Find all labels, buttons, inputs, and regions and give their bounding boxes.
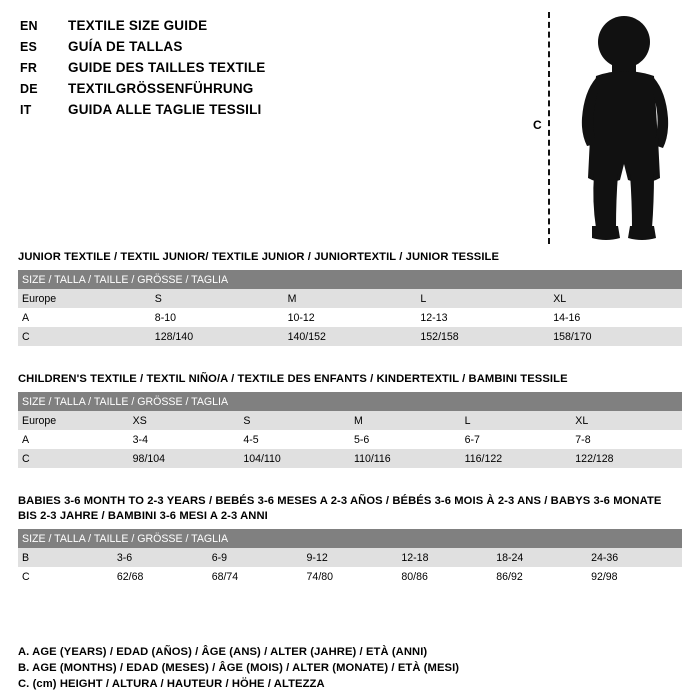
- table-header-row: [18, 529, 682, 548]
- table-row: [18, 567, 682, 586]
- cell: 3-4: [129, 430, 240, 449]
- table-header-row: [18, 270, 682, 289]
- cell: M: [284, 289, 417, 308]
- language-code: ES: [20, 40, 38, 54]
- row-label: B: [18, 548, 113, 567]
- table-row: [18, 411, 682, 430]
- cell: XL: [571, 411, 682, 430]
- cell: 62/68: [113, 567, 208, 586]
- language-row: [20, 102, 500, 123]
- section-children: [18, 372, 682, 468]
- section-title: BABIES 3-6 MONTH TO 2-3 YEARS / BEBÉS 3-6 MESES A 2-3 AÑOS / BÉBÉS 3-6 MOIS À 2-3 ANS / BABYS 3-6 MONATE BIS 2-3 JAHRE / BAMBINI 3-6 MESI A 2-3 ANNI: [18, 495, 662, 522]
- section-babies: [18, 494, 682, 586]
- language-code: EN: [20, 19, 38, 33]
- cell: 140/152: [284, 327, 417, 346]
- row-label: Europe: [18, 411, 129, 430]
- language-title: GUIDE DES TAILLES TEXTILE: [68, 60, 266, 75]
- cell: 116/122: [461, 449, 572, 468]
- row-label: A: [18, 308, 151, 327]
- cell: 6-9: [208, 548, 303, 567]
- table-row: [18, 327, 682, 346]
- cell: 110/116: [350, 449, 461, 468]
- cell: 68/74: [208, 567, 303, 586]
- language-row: [20, 81, 500, 102]
- cell: 12-18: [397, 548, 492, 567]
- language-row: [20, 39, 500, 60]
- cell: 74/80: [303, 567, 398, 586]
- cell: S: [239, 411, 350, 430]
- cell: 8-10: [151, 308, 284, 327]
- cell: L: [461, 411, 572, 430]
- junior-size-table: [18, 270, 682, 346]
- measure-label: C: [533, 118, 542, 132]
- cell: 104/110: [239, 449, 350, 468]
- section-title: CHILDREN'S TEXTILE / TEXTIL NIÑO/A / TEXTILE DES ENFANTS / KINDERTEXTIL / BAMBINI TESSILE: [18, 373, 568, 385]
- cell: 10-12: [284, 308, 417, 327]
- cell: 152/158: [416, 327, 549, 346]
- row-label: C: [18, 327, 151, 346]
- cell: 80/86: [397, 567, 492, 586]
- cell: XS: [129, 411, 240, 430]
- measurement-figure: [510, 8, 685, 248]
- table-header-label: SIZE / TALLA / TAILLE / GRÖSSE / TAGLIA: [18, 529, 682, 548]
- row-label: C: [18, 449, 129, 468]
- language-code: DE: [20, 82, 38, 96]
- cell: 158/170: [549, 327, 682, 346]
- language-title: TEXTILGRÖSSENFÜHRUNG: [68, 81, 254, 96]
- language-header: [20, 18, 500, 123]
- language-title: TEXTILE SIZE GUIDE: [68, 18, 208, 33]
- language-code: IT: [20, 103, 32, 117]
- table-row: [18, 449, 682, 468]
- legend-item-age-months: B. AGE (MONTHS) / EDAD (MESES) / ÂGE (MOIS) / ALTER (MONATE) / ETÀ (MESI): [18, 662, 460, 674]
- cell: S: [151, 289, 284, 308]
- children-size-table: [18, 392, 682, 468]
- language-title: GUÍA DE TALLAS: [68, 39, 183, 54]
- legend-item-age-years: A. AGE (YEARS) / EDAD (AÑOS) / ÂGE (ANS) / ALTER (JAHRE) / ETÀ (ANNI): [18, 646, 428, 658]
- cell: 122/128: [571, 449, 682, 468]
- cell: 128/140: [151, 327, 284, 346]
- language-row: [20, 18, 500, 39]
- table-header-label: SIZE / TALLA / TAILLE / GRÖSSE / TAGLIA: [18, 270, 682, 289]
- cell: 4-5: [239, 430, 350, 449]
- babies-size-table: [18, 529, 682, 586]
- language-title: GUIDA ALLE TAGLIE TESSILI: [68, 102, 262, 117]
- cell: 6-7: [461, 430, 572, 449]
- cell: XL: [549, 289, 682, 308]
- child-silhouette-icon: [562, 14, 682, 249]
- table-row: [18, 548, 682, 567]
- language-row: [20, 60, 500, 81]
- cell: 92/98: [587, 567, 682, 586]
- table-row: [18, 430, 682, 449]
- cell: L: [416, 289, 549, 308]
- row-label: C: [18, 567, 113, 586]
- legend: [18, 644, 682, 692]
- cell: 9-12: [303, 548, 398, 567]
- cell: 3-6: [113, 548, 208, 567]
- cell: 24-36: [587, 548, 682, 567]
- section-title: JUNIOR TEXTILE / TEXTIL JUNIOR/ TEXTILE JUNIOR / JUNIORTEXTIL / JUNIOR TESSILE: [18, 251, 500, 263]
- section-junior: [18, 250, 682, 346]
- table-header-row: [18, 392, 682, 411]
- table-row: [18, 289, 682, 308]
- cell: 12-13: [416, 308, 549, 327]
- height-measure-line-icon: [548, 12, 550, 244]
- language-code: FR: [20, 61, 38, 75]
- row-label: Europe: [18, 289, 151, 308]
- cell: 14-16: [549, 308, 682, 327]
- table-row: [18, 308, 682, 327]
- legend-item-height: C. (cm) HEIGHT / ALTURA / HAUTEUR / HÖHE / ALTEZZA: [18, 678, 325, 690]
- row-label: A: [18, 430, 129, 449]
- cell: 98/104: [129, 449, 240, 468]
- cell: 5-6: [350, 430, 461, 449]
- cell: M: [350, 411, 461, 430]
- cell: 7-8: [571, 430, 682, 449]
- cell: 18-24: [492, 548, 587, 567]
- table-header-label: SIZE / TALLA / TAILLE / GRÖSSE / TAGLIA: [18, 392, 682, 411]
- cell: 86/92: [492, 567, 587, 586]
